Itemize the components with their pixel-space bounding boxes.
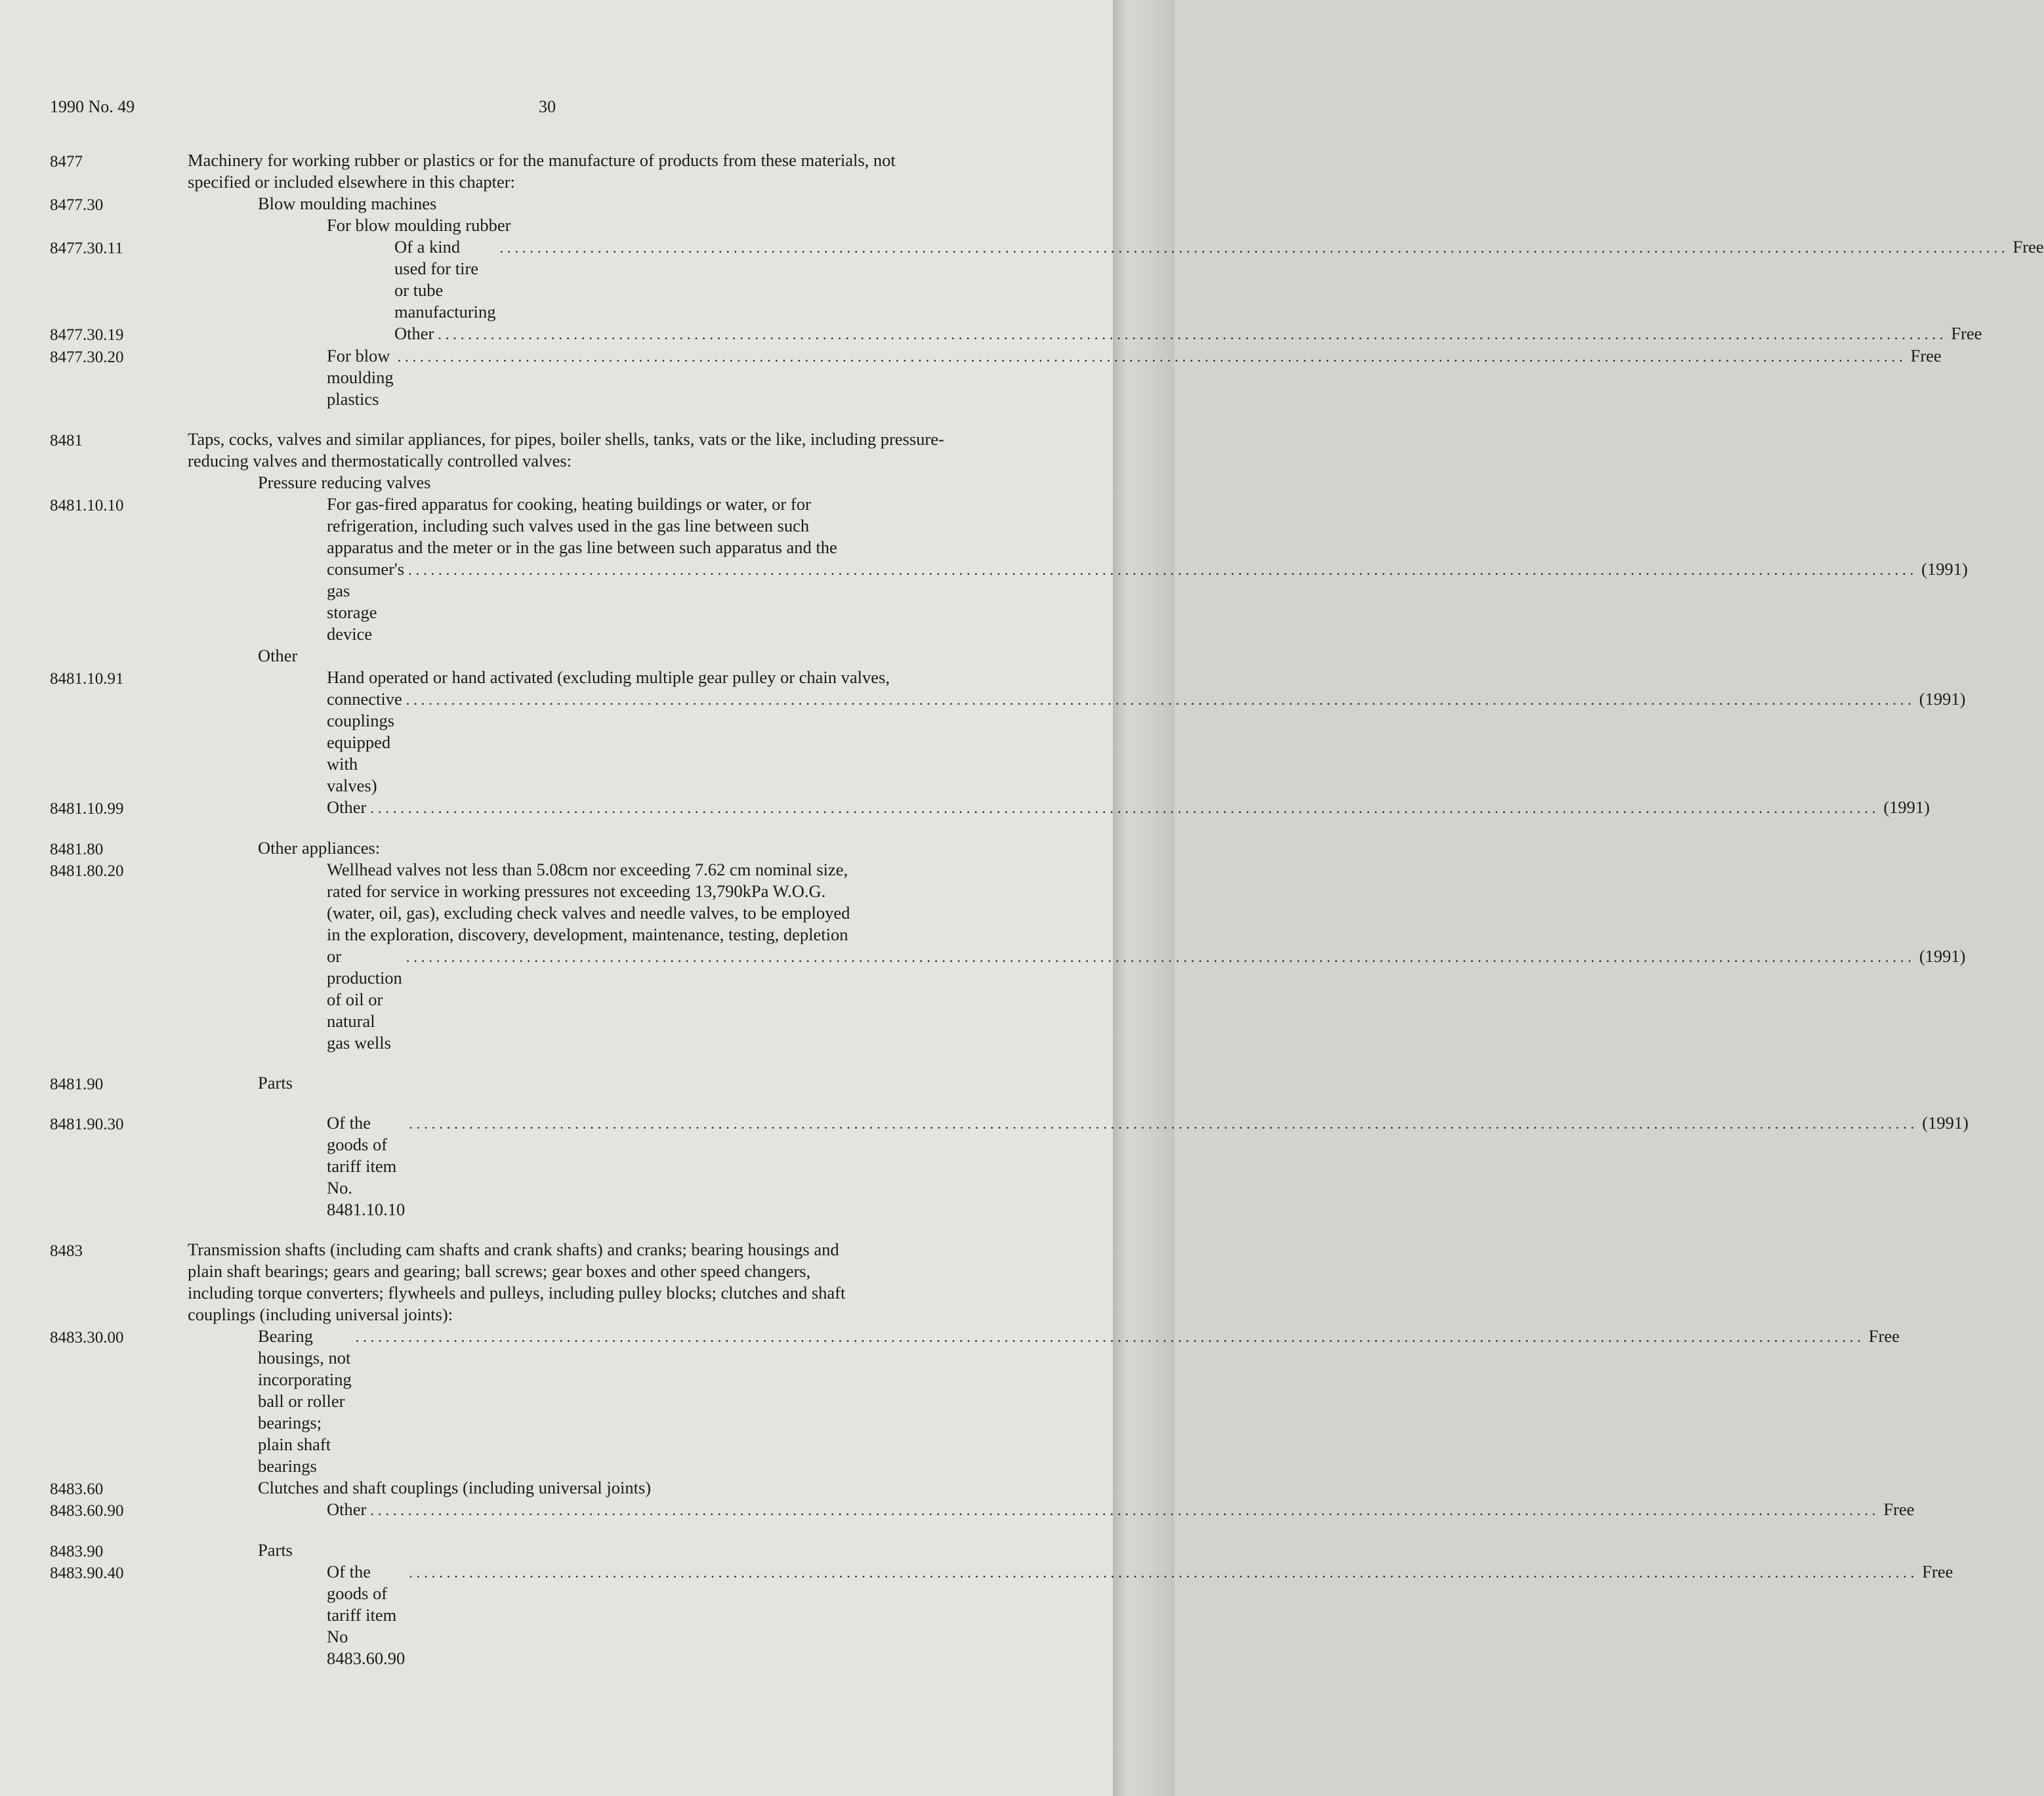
- entry-line: [50, 859, 1067, 881]
- leader-dots: ........................................................................................................................................................................................................: [438, 326, 1948, 343]
- tariff-code: 8481.90: [50, 1076, 104, 1093]
- tariff-entry: [50, 236, 2044, 323]
- entry-line: [50, 924, 1067, 946]
- description-text: couplings (including universal joints):: [188, 1305, 453, 1324]
- description: [188, 1304, 1067, 1326]
- duty-rate: (1991): [1919, 946, 1966, 966]
- description: [327, 1499, 1915, 1521]
- tariff-code: 8481.10.99: [50, 800, 124, 818]
- description: [327, 859, 1067, 881]
- tariff-code: 8477.30.19: [50, 326, 124, 344]
- description: [327, 946, 1966, 1054]
- entry-line: [50, 215, 1067, 236]
- description: [327, 667, 1067, 688]
- tariff-code: 8477.30.20: [50, 348, 124, 366]
- entry-line: [50, 667, 1067, 688]
- tariff-code: 8483.90: [50, 1543, 104, 1560]
- tariff-entry: [50, 345, 1942, 410]
- page-header: [50, 97, 1047, 123]
- tariff-code: 8477.30.11: [50, 240, 123, 257]
- entry-line: [50, 515, 1067, 537]
- description: [188, 1282, 1067, 1304]
- entry-line: [50, 1539, 1067, 1561]
- description: [327, 688, 1966, 797]
- entry-line: [50, 193, 1067, 215]
- leader-dots: ........................................................................................................................................................................................................: [397, 348, 1907, 365]
- entry-line: [50, 428, 1067, 450]
- tariff-code: 8477: [50, 153, 83, 171]
- duty-rate: (1991): [1883, 797, 1930, 817]
- leader-dots: ........................................................................................................................................................................................................: [370, 800, 1880, 816]
- description-text: Taps, cocks, valves and similar appliances, for pipes, boiler shells, tanks, vats or the like, including pressure-: [188, 429, 944, 449]
- duty-rate: Free: [1868, 1326, 1900, 1346]
- tariff-entry: [50, 1561, 1953, 1669]
- tariff-code: 8481.80: [50, 841, 104, 858]
- tariff-entry: [50, 1112, 1969, 1221]
- entry-line: [50, 1477, 1067, 1499]
- description: [394, 236, 2044, 323]
- description-text: Wellhead valves not less than 5.08cm nor exceeding 7.62 cm nominal size,: [327, 860, 848, 879]
- entry-line: [50, 1499, 1915, 1521]
- leader-dots: ........................................................................................................................................................................................................: [355, 1329, 1865, 1345]
- entry-line: [50, 171, 1067, 193]
- entry-line: [50, 323, 1982, 345]
- tariff-entry: [50, 1326, 1900, 1477]
- tariff-code: 8483.30.00: [50, 1329, 124, 1347]
- entry-line: [50, 472, 1067, 493]
- tariff-entry: [50, 1072, 1067, 1094]
- tariff-code: 8481.90.30: [50, 1116, 124, 1133]
- description-text: Parts: [258, 1073, 293, 1093]
- description-text: reducing valves and thermostatically controlled valves:: [188, 451, 572, 470]
- description-text: in the exploration, discovery, development, maintenance, testing, depletion: [327, 925, 848, 944]
- tariff-entry: [50, 1499, 1915, 1521]
- entry-line: [50, 150, 1067, 171]
- description: [327, 558, 1968, 645]
- description: [258, 193, 1067, 215]
- duty-rate: (1991): [1922, 1113, 1969, 1133]
- tariff-entry: [50, 323, 1982, 345]
- description: [327, 215, 1067, 236]
- entry-line: [50, 1304, 1067, 1326]
- tariff-code: 8481.80.20: [50, 862, 124, 880]
- description: [327, 1561, 1953, 1669]
- tariff-entry: [50, 428, 1067, 472]
- description: [258, 837, 1067, 859]
- tariff-entry: [50, 667, 1966, 797]
- description: [188, 428, 1067, 450]
- duty-rate: Free: [1883, 1499, 1915, 1519]
- tariff-code: 8481.10.91: [50, 670, 124, 688]
- description: [258, 472, 1067, 493]
- description: [394, 323, 1982, 345]
- tariff-entry: [50, 150, 1067, 193]
- description: [258, 1477, 1067, 1499]
- page-number: 30: [539, 97, 556, 116]
- description-text: connective couplings equipped with valves): [327, 689, 402, 795]
- description: [188, 1239, 1067, 1261]
- entry-line: [50, 797, 1930, 819]
- description: [258, 1539, 1067, 1561]
- description-text: Transmission shafts (including cam shafts and crank shafts) and cranks; bearing housings and: [188, 1240, 839, 1259]
- description-text: For gas-fired apparatus for cooking, heating buildings or water, or for: [327, 494, 811, 514]
- description-text: Of the goods of tariff item No. 8481.10.10: [327, 1113, 406, 1219]
- description-text: Of the goods of tariff item No 8483.60.90: [327, 1562, 406, 1668]
- entry-line: [50, 881, 1067, 902]
- description: [327, 345, 1942, 410]
- duty-rate: Free: [1922, 1562, 1953, 1581]
- entry-line: [50, 493, 1067, 515]
- description-text: Other: [258, 646, 298, 665]
- description-text: Machinery for working rubber or plastics or for the manufacture of products from these materials, not: [188, 150, 896, 170]
- tariff-entry: [50, 645, 1067, 667]
- description-text: Other: [327, 1499, 367, 1519]
- entry-line: [50, 236, 2044, 323]
- description: [188, 450, 1067, 472]
- tariff-code: 8481: [50, 432, 83, 449]
- description-text: apparatus and the meter or in the gas line between such apparatus and the: [327, 537, 837, 557]
- leader-dots: ........................................................................................................................................................................................................: [408, 562, 1918, 578]
- duty-rate: (1991): [1921, 559, 1968, 579]
- description-text: For blow moulding rubber: [327, 215, 511, 235]
- tariff-entry: [50, 1477, 1067, 1499]
- entry-line: [50, 345, 1942, 410]
- description: [327, 1112, 1969, 1221]
- entry-line: [50, 537, 1067, 558]
- description-text: (water, oil, gas), excluding check valves and needle valves, to be employed: [327, 903, 850, 923]
- tariff-entry: [50, 837, 1067, 859]
- tariff-entry: [50, 859, 1966, 1054]
- description-text: consumer's gas storage device: [327, 559, 405, 644]
- duty-rate: (1991): [1919, 689, 1966, 709]
- description: [188, 1261, 1067, 1282]
- description-text: Clutches and shaft couplings (including universal joints): [258, 1478, 652, 1497]
- entry-line: [50, 450, 1067, 472]
- leader-dots: ........................................................................................................................................................................................................: [406, 949, 1915, 965]
- description: [327, 515, 1067, 537]
- description: [258, 1326, 1900, 1477]
- duty-rate: Free: [1951, 324, 1982, 343]
- description: [327, 881, 1067, 902]
- description-text: For blow moulding plastics: [327, 346, 394, 409]
- description: [327, 493, 1067, 515]
- description: [327, 537, 1067, 558]
- description-text: Other: [327, 797, 367, 817]
- tariff-code: 8483: [50, 1242, 83, 1260]
- description-text: refrigeration, including such valves used in the gas line between such: [327, 516, 810, 535]
- description-text: plain shaft bearings; gears and gearing; ball screws; gear boxes and other speed changers,: [188, 1261, 811, 1281]
- entry-line: [50, 946, 1966, 1054]
- duty-rate: Free: [1910, 346, 1942, 365]
- description-text: Pressure reducing valves: [258, 472, 431, 492]
- tariff-schedule: [50, 150, 2044, 1669]
- entry-line: [50, 1261, 1067, 1282]
- tariff-code: 8481.10.10: [50, 497, 124, 514]
- tariff-entry: [50, 493, 1968, 645]
- description-text: Other: [394, 324, 434, 343]
- entry-line: [50, 1072, 1067, 1094]
- description-text: Other appliances:: [258, 838, 381, 858]
- description-text: including torque converters; flywheels and pulleys, including pulley blocks; clutches and shaft: [188, 1283, 846, 1303]
- leader-dots: ........................................................................................................................................................................................................: [499, 240, 2009, 256]
- entry-line: [50, 1239, 1067, 1261]
- entry-line: [50, 902, 1067, 924]
- tariff-code: 8483.90.40: [50, 1564, 124, 1582]
- description-text: Hand operated or hand activated (excluding multiple gear pulley or chain valves,: [327, 667, 890, 687]
- description: [258, 1072, 1067, 1094]
- entry-line: [50, 1112, 1969, 1221]
- description: [258, 645, 1067, 667]
- tariff-entry: [50, 193, 1067, 215]
- description-text: rated for service in working pressures not exceeding 13,790kPa W.O.G.: [327, 881, 826, 901]
- tariff-code: 8483.60: [50, 1480, 104, 1498]
- entry-line: [50, 1282, 1067, 1304]
- tariff-entry: [50, 1539, 1067, 1561]
- leader-dots: ........................................................................................................................................................................................................: [370, 1502, 1880, 1518]
- entry-line: [50, 837, 1067, 859]
- entry-line: [50, 558, 1968, 645]
- page-edge-shadow: [1113, 0, 1175, 1796]
- description: [327, 924, 1067, 946]
- entry-line: [50, 1561, 1953, 1669]
- tariff-code: 8483.60.90: [50, 1502, 124, 1520]
- tariff-code: 8477.30: [50, 196, 104, 214]
- leader-dots: ........................................................................................................................................................................................................: [409, 1564, 1919, 1581]
- tariff-entry: [50, 472, 1067, 493]
- description-text: specified or included elsewhere in this chapter:: [188, 172, 515, 192]
- tariff-entry: [50, 1239, 1067, 1326]
- entry-line: [50, 645, 1067, 667]
- description-text: Parts: [258, 1540, 293, 1560]
- leader-dots: ........................................................................................................................................................................................................: [409, 1116, 1919, 1132]
- tariff-entry: [50, 797, 1930, 819]
- leader-dots: ........................................................................................................................................................................................................: [406, 692, 1915, 708]
- description: [327, 797, 1930, 819]
- gazette-reference: 1990 No. 49: [50, 97, 135, 116]
- duty-rate: Free: [2013, 237, 2044, 257]
- description: [188, 171, 1067, 193]
- entry-line: [50, 1326, 1900, 1477]
- tariff-entry: [50, 215, 1067, 236]
- description: [327, 902, 1067, 924]
- entry-line: [50, 688, 1966, 797]
- description-text: Bearing housings, not incorporating ball or roller bearings; plain shaft bearings: [258, 1326, 352, 1476]
- description-text: or production of oil or natural gas wells: [327, 946, 402, 1053]
- description-text: Blow moulding machines: [258, 194, 437, 213]
- description: [188, 150, 1067, 171]
- description-text: Of a kind used for tire or tube manufacturing: [394, 237, 496, 322]
